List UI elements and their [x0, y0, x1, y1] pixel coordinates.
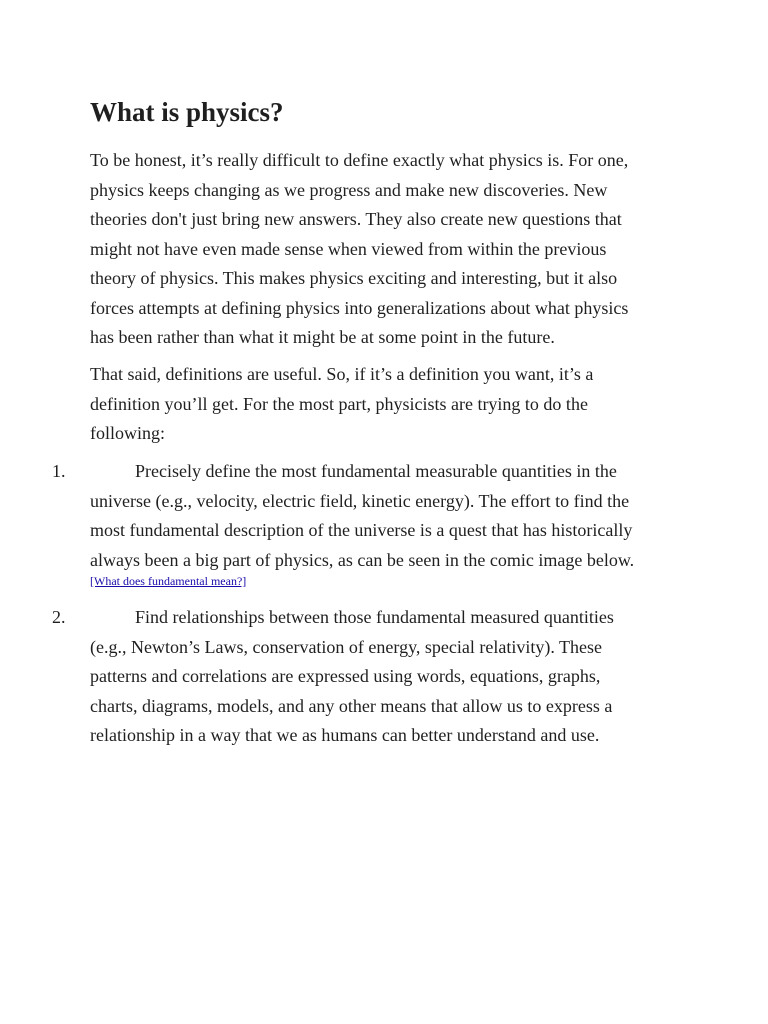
list-item-text [90, 457, 710, 589]
list-line: universe (e.g., velocity, electric field, kinetic energy). The effort to find the [90, 490, 630, 511]
list-line: relationship in a way that we as humans can better understand and use. [90, 725, 600, 745]
paragraph-line: To be honest, it’s really difficult to define exactly what physics is. For one, [90, 150, 629, 170]
list-line: (e.g., Newton’s Laws, conservation of energy, special relativity). These [90, 636, 603, 657]
page-title: What is physics? [90, 97, 284, 127]
list-line: always been a big part of physics, as can be seen in the comic image below. [90, 549, 635, 570]
paragraph-line: theory of physics. This makes physics exciting and interesting, but it also [90, 268, 618, 288]
list-number: 2. [52, 607, 66, 627]
paragraph-line: That said, definitions are useful. So, if it’s a definition you want, it’s a [90, 364, 594, 384]
list-item-text [90, 603, 710, 751]
definition-paragraph [90, 360, 690, 449]
intro-paragraph [90, 146, 690, 353]
list-line: patterns and correlations are expressed using words, equations, graphs, [90, 666, 601, 686]
list-number: 1. [52, 461, 66, 481]
paragraph-line: definition you’ll get. For the most part, physicists are trying to do the [90, 393, 588, 414]
paragraph-line: theories don't just bring new answers. They also create new questions that [90, 209, 622, 229]
list-line: most fundamental description of the universe is a quest that has historically [90, 520, 633, 540]
list-line: Find relationships between those fundamental measured quantities [135, 607, 614, 627]
list-line: charts, diagrams, models, and any other means that allow us to express a [90, 695, 613, 716]
paragraph-line: forces attempts at defining physics into generalizations about what physics [90, 297, 629, 318]
fundamental-meaning-link[interactable]: [What does fundamental mean?] [90, 574, 247, 588]
paragraph-line: might not have even made sense when viewed from within the previous [90, 238, 607, 259]
list-line: Precisely define the most fundamental measurable quantities in the [135, 461, 617, 481]
paragraph-line: has been rather than what it might be at some point in the future. [90, 327, 555, 347]
paragraph-line: following: [90, 423, 165, 443]
paragraph-line: physics keeps changing as we progress and make new discoveries. New [90, 179, 608, 200]
